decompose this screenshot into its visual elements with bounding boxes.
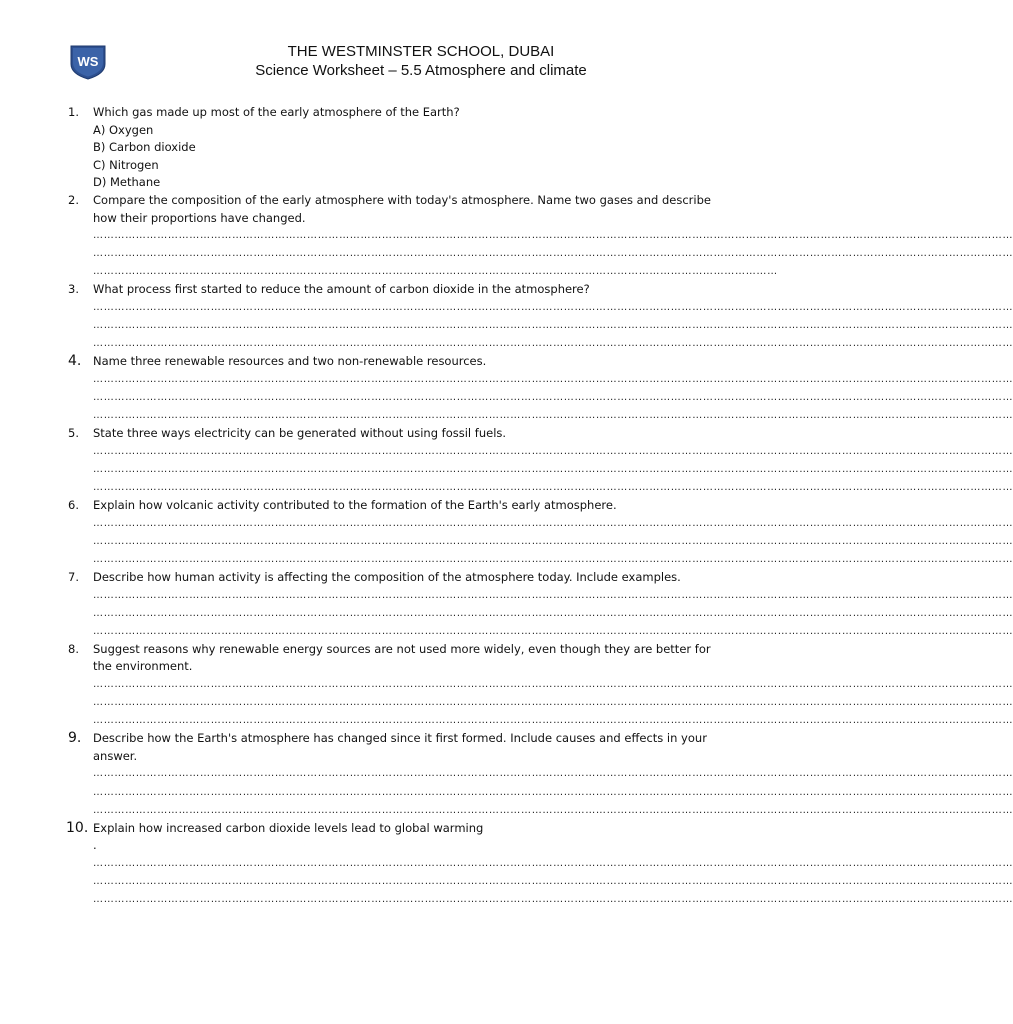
answer-line[interactable]: ……………………………………………………………………………………………………………………………………………………………………………………………………………………………………	[93, 804, 1013, 816]
question-3	[68, 281, 1013, 353]
question-text: Describe how human activity is affecting the composition of the atmosphere today. Include examples.	[93, 569, 681, 584]
question-number: 10.	[66, 819, 89, 836]
question-number: 7.	[68, 569, 79, 584]
question-number: 1.	[68, 105, 79, 119]
option-d: D) Methane	[93, 175, 161, 190]
option-b: B) Carbon dioxide	[93, 140, 196, 155]
question-text: Which gas made up most of the early atmosphere of the Earth?	[93, 105, 460, 119]
trailing-mark: .	[93, 838, 97, 853]
question-text: Explain how volcanic activity contributed to the formation of the Earth's early atmosphere.	[93, 498, 617, 513]
question-8	[68, 641, 1013, 730]
answer-line[interactable]: ……………………………………………………………………………………………………………………………………………………………………………………………………………………………………	[93, 320, 1013, 332]
answer-line[interactable]: ……………………………………………………………………………………………………………………………………………………………………………………………………………………………………	[93, 697, 1013, 709]
question-text: Suggest reasons why renewable energy sources are not used more widely, even though they are better for the environment.	[93, 641, 711, 674]
worksheet-title: Science Worksheet – 5.5 Atmosphere and climate	[255, 62, 587, 79]
logo-lettering: WS	[77, 54, 99, 69]
question-number: 8.	[68, 641, 79, 656]
question-10	[66, 819, 1013, 909]
question-1	[68, 104, 718, 192]
answer-line[interactable]: ……………………………………………………………………………………………………………………………………………………………………………………………………………………………………	[93, 373, 1013, 385]
school-logo-icon	[69, 44, 107, 80]
answer-line[interactable]: ……………………………………………………………………………………………………………………………………………………………………………………………………………………………………	[93, 481, 1013, 493]
answer-line[interactable]: ……………………………………………………………………………………………………………………………………………………………………………………………………………………………………	[93, 338, 1013, 350]
question-number: 3.	[68, 282, 79, 297]
answer-line[interactable]: ……………………………………………………………………………………………………………………………………………………………………………………………………………………………………	[93, 230, 1013, 242]
question-number: 5.	[68, 426, 79, 441]
answer-line[interactable]: ……………………………………………………………………………………………………………………………………………………………………………………………………………………………………	[93, 517, 1013, 529]
answer-line[interactable]: …………………………………………………………………………………………………………………………………………………………………………	[93, 266, 778, 278]
answer-line[interactable]: ……………………………………………………………………………………………………………………………………………………………………………………………………………………………………	[93, 392, 1013, 403]
answer-line[interactable]: ……………………………………………………………………………………………………………………………………………………………………………………………………………………………………	[93, 857, 1013, 869]
question-2	[68, 192, 1013, 281]
question-number: 6.	[68, 498, 79, 513]
answer-line[interactable]: ……………………………………………………………………………………………………………………………………………………………………………………………………………………………………	[93, 589, 1013, 601]
worksheet-header	[200, 43, 642, 80]
answer-line[interactable]: ……………………………………………………………………………………………………………………………………………………………………………………………………………………………………	[93, 679, 1013, 690]
question-text: Name three renewable resources and two non-renewable resources.	[93, 354, 487, 369]
question-text: Explain how increased carbon dioxide levels lead to global warming	[93, 820, 484, 835]
answer-line[interactable]: ……………………………………………………………………………………………………………………………………………………………………………………………………………………………………	[93, 248, 1013, 260]
question-7	[68, 569, 1013, 641]
question-text: Compare the composition of the early atmosphere with today's atmosphere. Name two gases and describe how their proportions have changed.	[93, 192, 711, 225]
answer-line[interactable]: ……………………………………………………………………………………………………………………………………………………………………………………………………………………………………	[93, 553, 1013, 565]
question-4	[68, 353, 1013, 425]
question-9	[68, 730, 1013, 819]
question-text: What process first started to reduce the amount of carbon dioxide in the atmosphere?	[93, 282, 590, 297]
question-number: 9.	[68, 730, 82, 747]
question-text: Describe how the Earth's atmosphere has changed since it first formed. Include causes and effects in your answer.	[93, 731, 707, 763]
answer-line[interactable]: ……………………………………………………………………………………………………………………………………………………………………………………………………………………………………	[93, 876, 1013, 888]
answer-line[interactable]: ……………………………………………………………………………………………………………………………………………………………………………………………………………………………………	[93, 607, 1013, 619]
school-name: THE WESTMINSTER SCHOOL, DUBAI	[287, 43, 555, 60]
answer-line[interactable]: ……………………………………………………………………………………………………………………………………………………………………………………………………………………………………	[93, 302, 1013, 314]
question-5	[68, 425, 1013, 497]
question-number: 2.	[68, 192, 79, 207]
option-a: A) Oxygen	[93, 122, 154, 137]
question-6	[68, 497, 1013, 569]
question-text: State three ways electricity can be generated without using fossil fuels.	[93, 426, 507, 441]
answer-line[interactable]: ……………………………………………………………………………………………………………………………………………………………………………………………………………………………………	[93, 768, 1013, 780]
answer-line[interactable]: ……………………………………………………………………………………………………………………………………………………………………………………………………………………………………	[93, 894, 1013, 906]
answer-line[interactable]: ……………………………………………………………………………………………………………………………………………………………………………………………………………………………………	[93, 535, 1013, 547]
answer-line[interactable]: ……………………………………………………………………………………………………………………………………………………………………………………………………………………………………	[93, 410, 1013, 422]
question-list	[66, 104, 1013, 909]
answer-line[interactable]: ……………………………………………………………………………………………………………………………………………………………………………………………………………………………………	[93, 786, 1013, 798]
question-number: 4.	[68, 353, 82, 370]
answer-line[interactable]: ……………………………………………………………………………………………………………………………………………………………………………………………………………………………………	[93, 625, 1013, 637]
option-c: C) Nitrogen	[93, 157, 159, 172]
answer-line[interactable]: ……………………………………………………………………………………………………………………………………………………………………………………………………………………………………	[93, 715, 1013, 727]
answer-line[interactable]: ……………………………………………………………………………………………………………………………………………………………………………………………………………………………………	[93, 463, 1013, 475]
answer-line[interactable]: ……………………………………………………………………………………………………………………………………………………………………………………………………………………………………	[93, 445, 1013, 457]
